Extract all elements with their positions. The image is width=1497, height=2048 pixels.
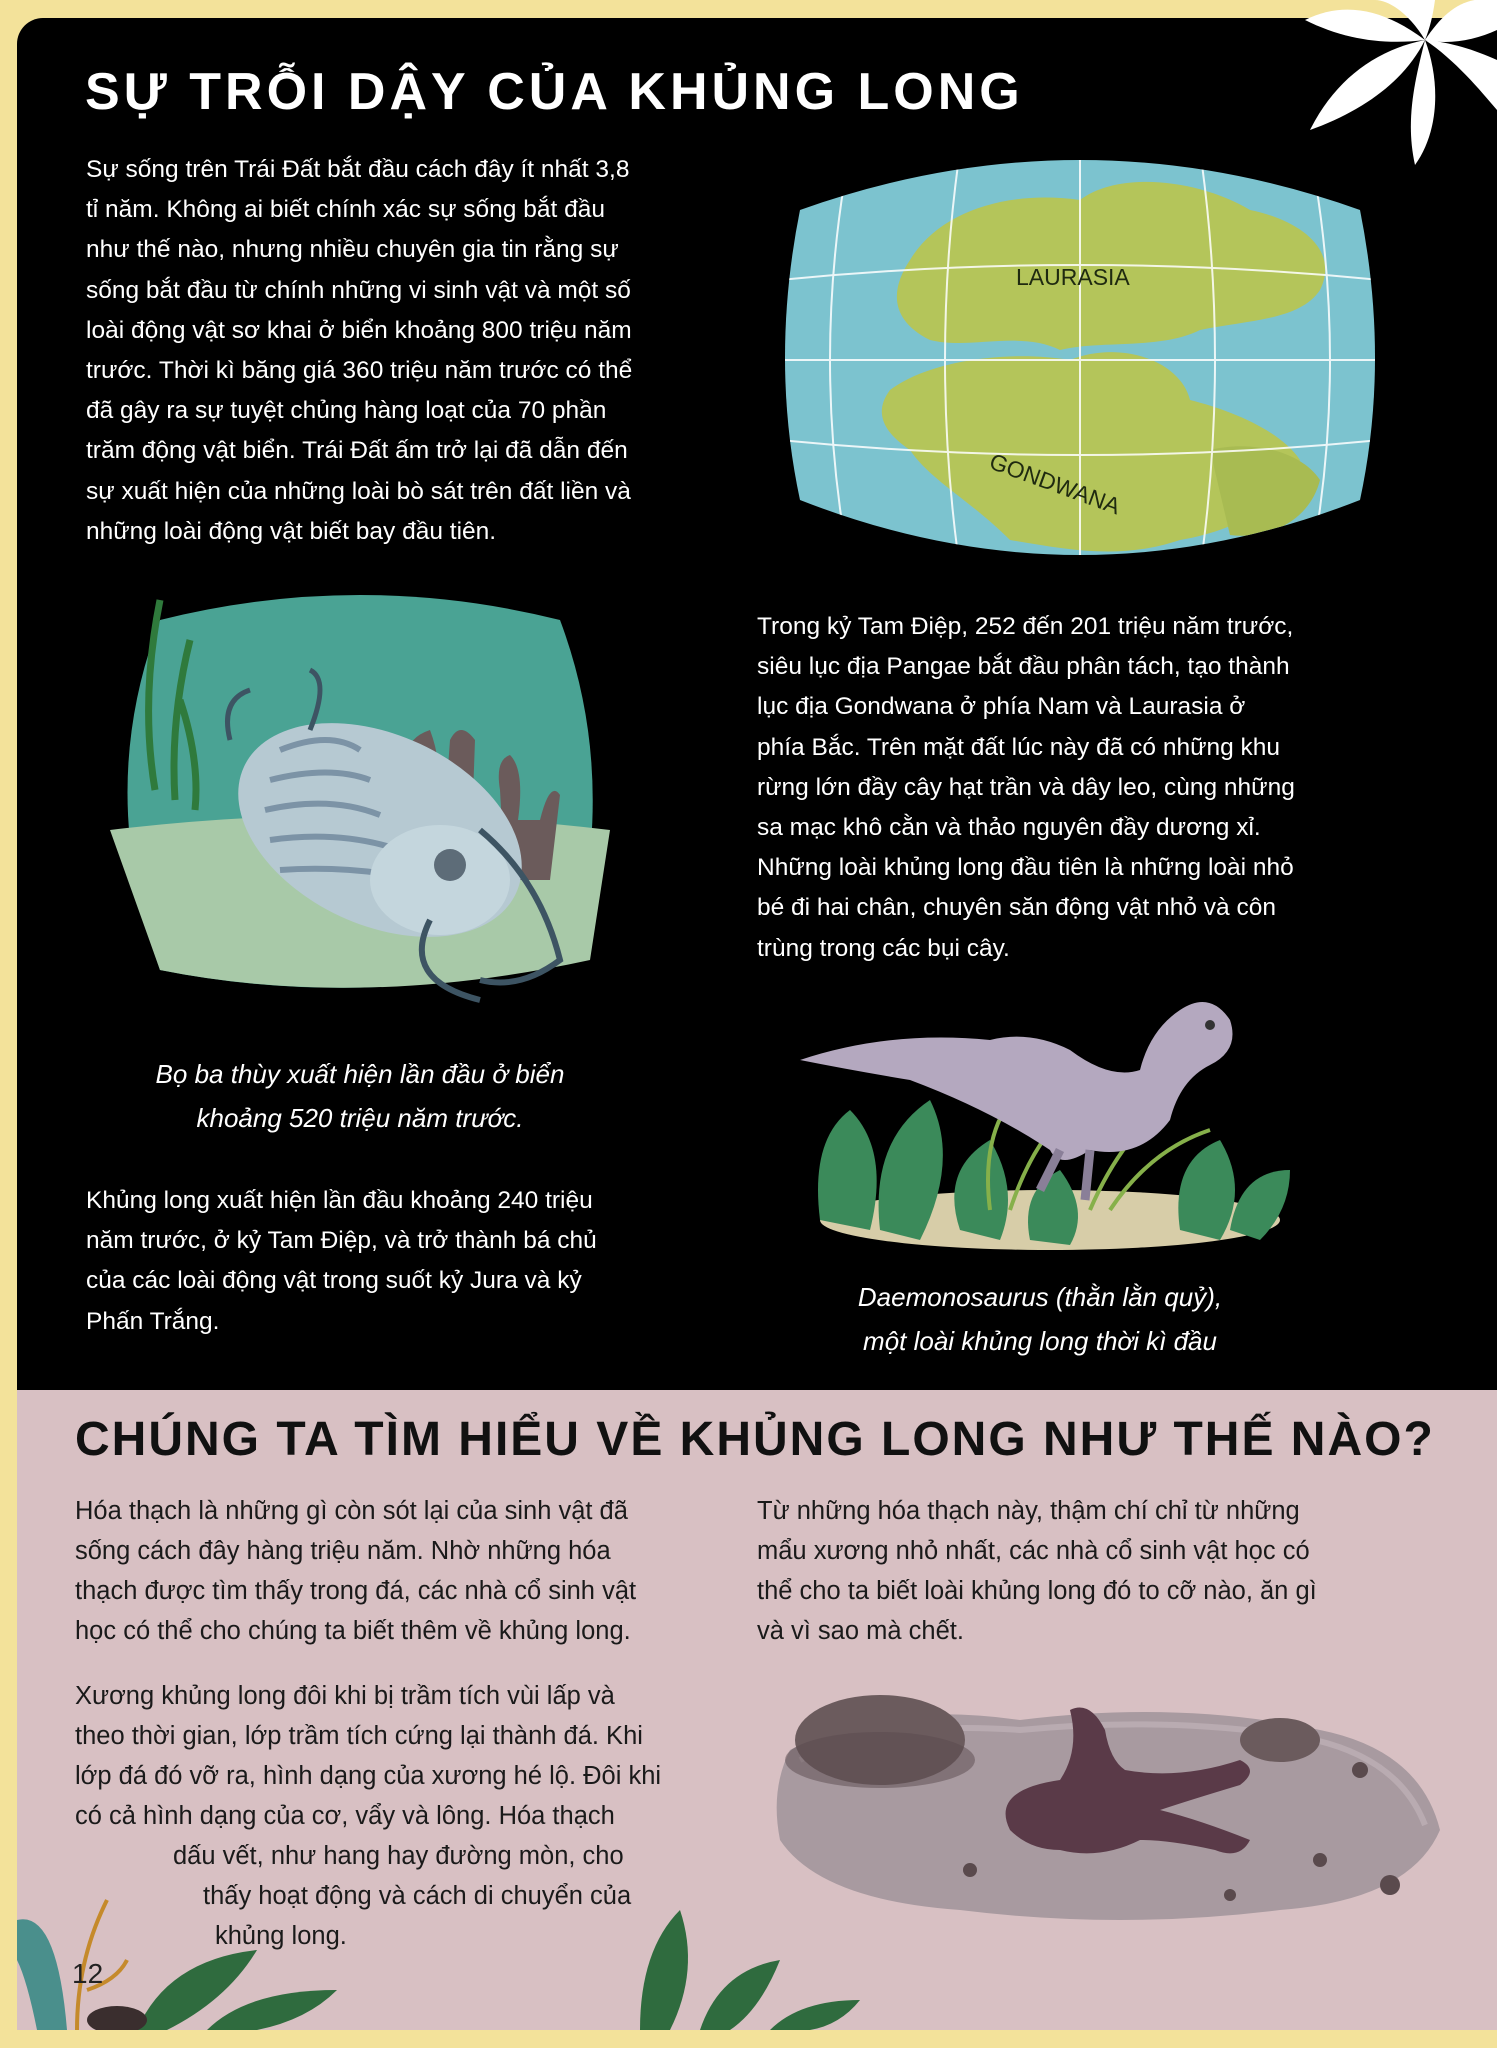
leaf-decoration-icon: [1265, 0, 1497, 170]
section-title-how: CHÚNG TA TÌM HIỂU VỀ KHỦNG LONG NHƯ THẾ NÀO?: [75, 1413, 1435, 1466]
gondwana-label: GONDWANA: [986, 448, 1124, 520]
fern-decoration-icon: [620, 1890, 880, 2030]
plant-decoration-icon: [17, 1840, 347, 2030]
bones-paragraph: Xương khủng long đôi khi bị trầm tích vùi lấp và theo thời gian, lớp trầm tích cứng lại thành đá. Khi lớp đá đó vỡ ra, hình dạng của xương hé lộ. Đôi khi có cả hình dạng của cơ, vẩy và lông. Hóa thạch dấu vết, như hang hay đường mòn, cho thấy hoạt động và cách di chuyển của khủng long.: [75, 1682, 662, 1950]
section-title-rise: SỰ TRỖI DẬY CỦA KHỦNG LONG: [85, 63, 1024, 121]
triassic-paragraph: Trong kỷ Tam Điệp, 252 đến 201 triệu năm trước, siêu lục địa Pangae bắt đầu phân tách, tạo thành lục địa Gondwana ở phía Nam và Laurasia ở phía Bắc. Trên mặt đất lúc này đã có những khu rừng lớn đầy cây hạt trần và dây leo, cùng những sa mạc khô cằn và thảo nguyên đầy dương xỉ. Những loài khủng long đầu tiên là những loài nhỏ bé đi hai chân, chuyên săn động vật nhỏ và côn trùng trong các bụi cây.: [757, 613, 1295, 962]
right-column-paragraph: Từ những hóa thạch này, thậm chí chỉ từ những mẩu xương nhỏ nhất, các nhà cổ sinh vật học có thể cho ta biết loài khủng long đó to cỡ nào, ăn gì và vì sao mà chết.: [757, 1497, 1317, 1645]
fossils-paragraph: Hóa thạch là những gì còn sót lại của sinh vật đã sống cách đây hàng triệu năm. Nhờ những hóa thạch được tìm thấy trong đá, các nhà cổ sinh vật học có thể cho chúng ta biết thêm về khủng long.: [75, 1497, 637, 1645]
daemonosaurus-caption: Daemonosaurus (thằn lằn quỷ), một loài khủng long thời kì đầu: [857, 1282, 1223, 1356]
intro-paragraph: Sự sống trên Trái Đất bắt đầu cách đây ít nhất 3,8 tỉ năm. Không ai biết chính xác sự sống bắt đầu như thế nào, nhưng nhiều chuyên gia tin rằng sự sống bắt đầu từ chính những vi sinh vật và một số loài động vật sơ khai ở biển khoảng 800 triệu năm trước. Thời kì băng giá 360 triệu năm trước có thể đã gây ra sự tuyệt chủng hàng loạt của 70 phần trăm động vật biển. Trái Đất ấm trở lại đã dẫn đến sự xuất hiện của những loài bò sát trên đất liền và những loài động vật biết bay đầu tiên.: [86, 156, 633, 545]
daemonosaurus-illustration: [790, 970, 1310, 1270]
trilobite-caption: Bọ ba thùy xuất hiện lần đầu ở biển khoảng 520 triệu năm trước.: [155, 1059, 565, 1133]
laurasia-label: LAURASIA: [1016, 264, 1130, 290]
page-number: 12: [72, 1958, 104, 1989]
trilobite-illustration: [100, 580, 620, 1010]
appearance-paragraph: Khủng long xuất hiện lần đầu khoảng 240 triệu năm trước, ở kỷ Tam Điệp, và trở thành bá chủ của các loài động vật trong suốt kỷ Jura và kỷ Phấn Trắng.: [86, 1187, 597, 1335]
